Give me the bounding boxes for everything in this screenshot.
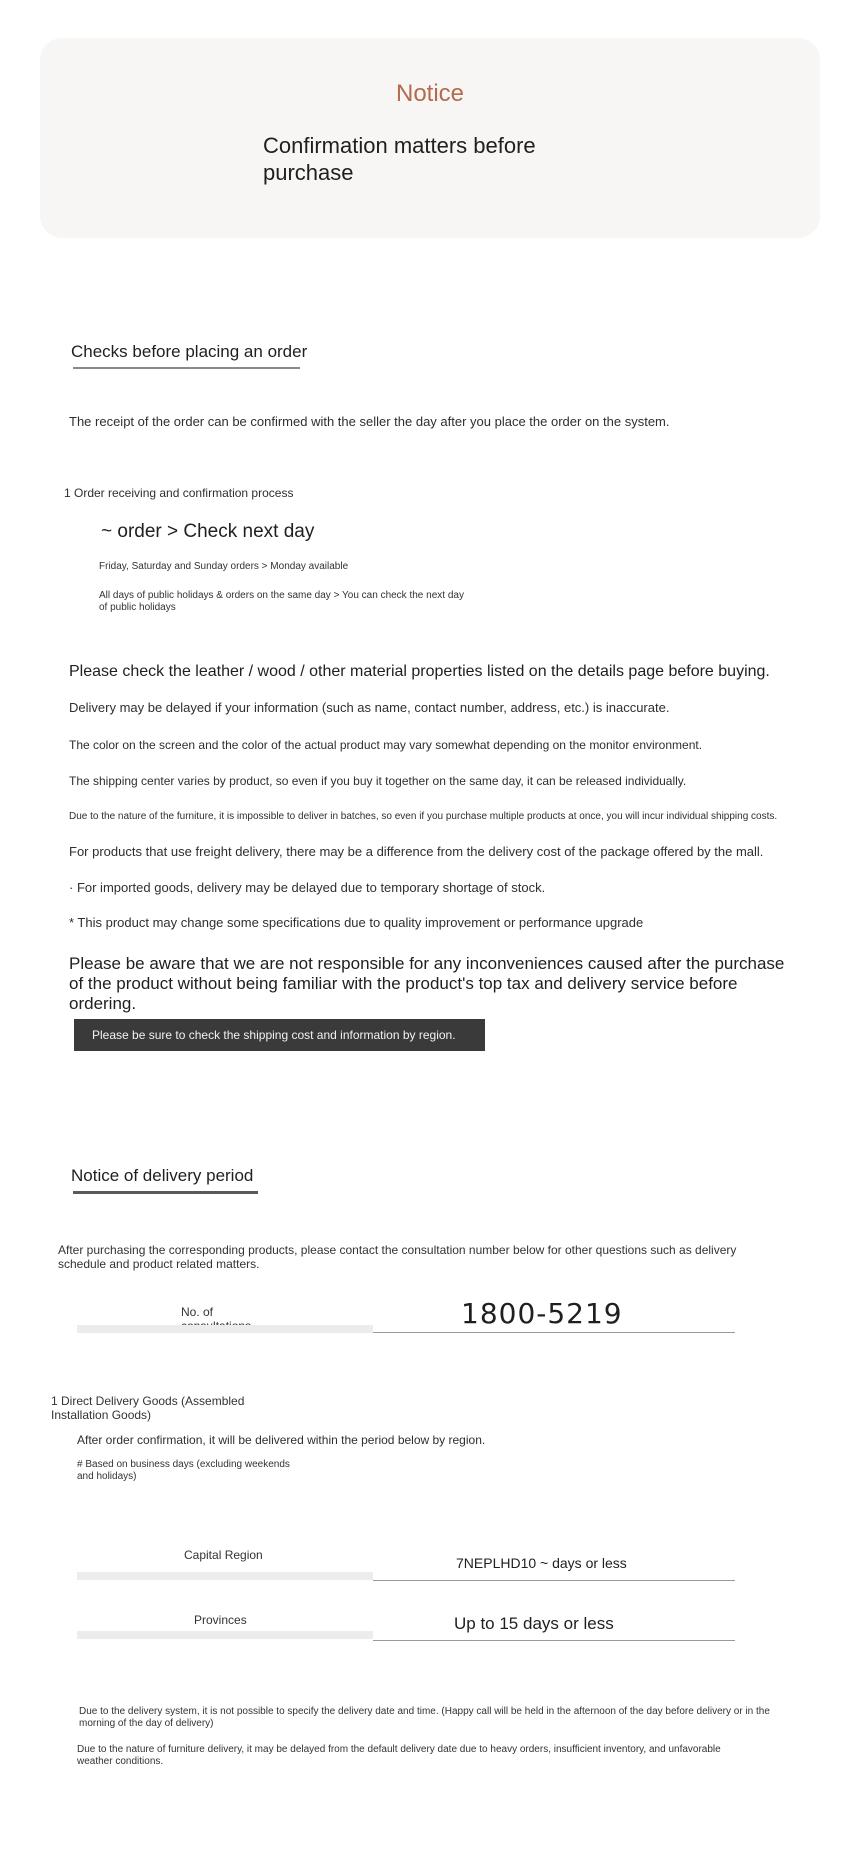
process-title: 1 Order receiving and confirmation process	[64, 486, 294, 500]
note-freight: For products that use freight delivery, there may be a difference from the delivery cost of the package offered by the mall.	[69, 844, 764, 859]
delivery-title-underline	[73, 1191, 258, 1194]
note-imported: · For imported goods, delivery may be delayed due to temporary shortage of stock.	[69, 880, 546, 895]
region-provinces-divider	[373, 1640, 735, 1641]
region-capital-label: Capital Region	[184, 1548, 263, 1562]
notice-card	[40, 38, 820, 238]
region-provinces-value: Up to 15 days or less	[454, 1614, 614, 1633]
direct-delivery-title: 1 Direct Delivery Goods (Assembled Installation Goods)	[51, 1394, 245, 1422]
order-line: ~ order > Check next day	[101, 521, 315, 542]
footnote-delay: Due to the nature of furniture delivery, it may be delayed from the default delivery date due to heavy orders, insufficient inventory, and unfavorable weather conditions.	[77, 1744, 721, 1767]
notice-label: Notice	[395, 80, 465, 107]
consult-label: No. of	[181, 1305, 214, 1319]
holiday-note: All days of public holidays & orders on the same day > You can check the next day of public holidays	[99, 590, 464, 613]
business-days-note: # Based on business days (excluding weekends and holidays)	[77, 1459, 290, 1482]
region-provinces-label: Provinces	[194, 1613, 247, 1627]
note-shipping-center: The shipping center varies by product, so even if you buy it together on the same day, it can be released individually.	[69, 774, 687, 788]
region-capital-value: 7NEPLHD10 ~ days or less	[456, 1555, 627, 1571]
weekend-note: Friday, Saturday and Sunday orders > Monday available	[99, 561, 349, 572]
region-provinces-bar	[77, 1631, 373, 1639]
responsibility-note: Please be aware that we are not responsible for any inconveniences caused after the purchase of the product without being familiar with the product's top tax and delivery service before ordering.	[69, 954, 785, 1013]
region-capital-divider	[373, 1580, 735, 1581]
checks-section-title: Checks before placing an order	[71, 342, 308, 361]
page-title: Confirmation matters before purchase	[263, 133, 536, 185]
note-specifications: * This product may change some specifications due to quality improvement or performance upgrade	[69, 915, 644, 930]
note-material: Please check the leather / wood / other material properties listed on the details page before buying.	[69, 663, 770, 680]
note-info: Delivery may be delayed if your information (such as name, contact number, address, etc.) is inaccurate.	[69, 700, 670, 715]
consult-number: 1800-5219	[461, 1297, 623, 1330]
shipping-banner: Please be sure to check the shipping cost and information by region.	[74, 1019, 485, 1051]
consult-label-bar	[77, 1325, 373, 1333]
note-batches: Due to the nature of the furniture, it is impossible to deliver in batches, so even if you purchase multiple products at once, you will incur individual shipping costs.	[69, 811, 778, 822]
delivery-section-title: Notice of delivery period	[71, 1166, 254, 1185]
direct-delivery-note: After order confirmation, it will be delivered within the period below by region.	[77, 1433, 486, 1447]
note-color: The color on the screen and the color of the actual product may vary somewhat depending on the monitor environment.	[69, 738, 703, 752]
contact-note: After purchasing the corresponding products, please contact the consultation number below for other questions such as delivery schedule and product related matters.	[58, 1243, 737, 1271]
consult-divider	[373, 1332, 735, 1333]
checks-intro: The receipt of the order can be confirmed with the seller the day after you place the order on the system.	[69, 414, 670, 429]
region-capital-bar	[77, 1572, 373, 1580]
checks-title-underline	[73, 367, 300, 369]
footnote-delivery-time: Due to the delivery system, it is not possible to specify the delivery date and time. (Happy call will be held in the afternoon of the day before delivery or in the morning of the day of delivery)	[79, 1706, 770, 1729]
